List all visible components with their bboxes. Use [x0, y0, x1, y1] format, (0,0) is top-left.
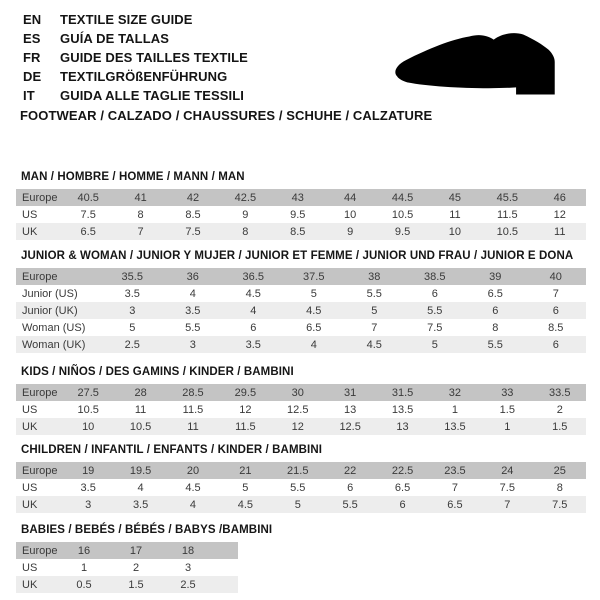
row-label: US — [22, 481, 38, 494]
size-cell: 25 — [553, 464, 566, 477]
size-cell: 11 — [449, 208, 461, 221]
size-cell: 19.5 — [129, 464, 152, 477]
size-cell: 3.5 — [245, 338, 261, 351]
size-cell: 6.5 — [447, 498, 463, 511]
size-cell: 19 — [82, 464, 95, 477]
size-header-row — [16, 384, 586, 401]
size-cell: 12 — [291, 420, 304, 433]
size-row — [16, 319, 586, 336]
language-code: ES — [23, 31, 41, 46]
size-cell: 0.5 — [76, 578, 92, 591]
size-cell: 5.5 — [185, 321, 201, 334]
language-row-es — [23, 29, 248, 48]
size-cell: 10.5 — [77, 403, 99, 416]
size-cell: 40 — [549, 270, 562, 283]
size-cell: 4 — [250, 304, 257, 317]
row-label: UK — [22, 225, 38, 238]
size-cell: 6 — [552, 338, 559, 351]
language-code: FR — [23, 50, 41, 65]
filler-cell — [214, 542, 238, 559]
row-label: Europe — [22, 270, 58, 283]
size-row — [16, 496, 586, 513]
row-label: Junior (UK) — [22, 304, 78, 317]
size-cell: 2.5 — [124, 338, 140, 351]
language-list — [23, 10, 248, 105]
size-cell: 4.5 — [237, 498, 254, 511]
size-row — [16, 223, 586, 240]
size-cell: 5.5 — [366, 287, 382, 300]
size-cell: 1 — [504, 420, 511, 433]
row-label: UK — [22, 578, 38, 591]
row-label: US — [22, 403, 38, 416]
size-cell: 6 — [399, 498, 406, 511]
size-cell: 7 — [371, 321, 378, 334]
row-label: Europe — [22, 386, 58, 399]
size-cell: 2 — [132, 561, 140, 574]
size-cell: 45.5 — [496, 191, 519, 204]
size-table-children — [16, 462, 586, 513]
size-cell: 5 — [371, 304, 378, 317]
size-cell: 6 — [552, 304, 559, 317]
size-row — [16, 576, 238, 593]
size-cell: 8 — [137, 208, 144, 221]
size-cell: 16 — [77, 544, 91, 557]
section-children — [16, 443, 586, 513]
size-cell: 6.5 — [80, 225, 96, 238]
language-row-de — [23, 67, 248, 86]
language-row-it — [23, 86, 248, 105]
size-cell: 13 — [396, 420, 409, 433]
size-cell: 7.5 — [427, 321, 443, 334]
row-label: Woman (US) — [22, 321, 86, 334]
size-cell: 4.5 — [245, 287, 261, 300]
size-cell: 33 — [501, 386, 514, 399]
size-cell: 4.5 — [366, 338, 382, 351]
language-code: DE — [23, 69, 42, 84]
size-cell: 3 — [85, 498, 92, 511]
size-cell: 7.5 — [552, 498, 568, 511]
size-cell: 10.5 — [391, 208, 414, 221]
size-cell: 12 — [553, 208, 566, 221]
size-cell: 44.5 — [391, 191, 414, 204]
size-cell: 9.5 — [290, 208, 306, 221]
size-cell: 1 — [451, 403, 458, 416]
size-cell: 7.5 — [80, 208, 96, 221]
size-cell: 20 — [186, 464, 200, 477]
size-cell: 6 — [347, 481, 354, 494]
size-header-row — [16, 542, 238, 559]
row-label: Europe — [22, 544, 58, 557]
size-cell: 6 — [492, 304, 499, 317]
size-cell: 7 — [451, 481, 458, 494]
row-label: Europe — [22, 464, 58, 477]
size-cell: 11 — [554, 225, 566, 238]
size-cell: 21.5 — [287, 464, 309, 477]
size-cell: 13.5 — [444, 420, 466, 433]
size-cell: 44 — [344, 191, 357, 204]
size-cell: 4 — [137, 481, 144, 494]
size-row — [16, 479, 586, 496]
size-cell: 8.5 — [548, 321, 564, 334]
size-cell: 31.5 — [391, 386, 414, 399]
size-cell: 40.5 — [77, 191, 99, 204]
size-cell: 7.5 — [499, 481, 515, 494]
size-cell: 24 — [501, 464, 514, 477]
category-line: FOOTWEAR / CALZADO / CHAUSSURES / SCHUHE / CALZATURE — [20, 108, 433, 123]
size-cell: 3.5 — [132, 498, 149, 511]
size-cell: 21 — [239, 464, 252, 477]
section-title-children: CHILDREN / INFANTIL / ENFANTS / KINDER / BAMBINI — [21, 444, 323, 456]
size-header-row — [16, 268, 586, 285]
size-cell: 3 — [184, 561, 192, 574]
language-label: GUIDE DES TAILLES TEXTILE — [60, 50, 248, 65]
size-cell: 12.5 — [287, 403, 309, 416]
size-cell: 11 — [134, 403, 147, 416]
size-cell: 4 — [189, 287, 196, 300]
language-label: GUÍA DE TALLAS — [60, 31, 170, 46]
size-cell: 13 — [344, 403, 357, 416]
size-row — [16, 206, 586, 223]
size-cell: 13.5 — [391, 403, 414, 416]
size-row — [16, 336, 586, 353]
size-cell: 42.5 — [234, 191, 257, 204]
size-cell: 11.5 — [235, 420, 256, 433]
section-title-man: MAN / HOMBRE / HOMME / MANN / MAN — [21, 171, 245, 183]
size-cell: 10 — [344, 208, 357, 221]
size-cell: 43 — [291, 191, 304, 204]
size-cell: 5.5 — [290, 481, 306, 494]
size-cell: 4 — [189, 498, 197, 511]
language-row-fr — [23, 48, 248, 67]
size-cell: 1.5 — [499, 403, 515, 416]
size-cell: 33.5 — [549, 386, 571, 399]
size-cell: 1.5 — [552, 420, 568, 433]
size-cell: 1 — [80, 561, 88, 574]
section-kids — [16, 365, 586, 435]
size-cell: 6.5 — [487, 287, 503, 300]
size-cell: 7 — [504, 498, 511, 511]
size-cell: 5.5 — [427, 304, 443, 317]
size-cell: 1.5 — [128, 578, 144, 591]
size-cell: 5 — [242, 481, 249, 494]
language-row-en — [23, 10, 248, 29]
size-cell: 11 — [187, 420, 199, 433]
size-cell: 4.5 — [306, 304, 322, 317]
size-cell: 18 — [181, 544, 195, 557]
size-cell: 5.5 — [342, 498, 358, 511]
language-label: TEXTILGRÖßENFÜHRUNG — [60, 69, 228, 84]
size-cell: 6.5 — [394, 481, 411, 494]
size-cell: 41 — [134, 191, 147, 204]
size-table-junior-woman — [16, 268, 586, 353]
size-cell: 8 — [492, 321, 499, 334]
size-table-kids — [16, 384, 586, 435]
section-babies — [16, 523, 272, 593]
size-cell: 29.5 — [234, 386, 257, 399]
size-cell: 3.5 — [124, 287, 140, 300]
size-cell: 36 — [186, 270, 199, 283]
size-cell: 37.5 — [303, 270, 325, 283]
size-cell: 35.5 — [121, 270, 143, 283]
size-header-row — [16, 462, 586, 479]
size-cell: 30 — [291, 386, 304, 399]
size-cell: 42 — [186, 191, 200, 204]
size-cell: 7.5 — [185, 225, 201, 238]
size-cell: 3.5 — [185, 304, 201, 317]
language-code: EN — [23, 12, 42, 27]
size-cell: 5 — [310, 287, 317, 300]
size-cell: 27.5 — [77, 386, 99, 399]
size-cell: 38 — [368, 270, 381, 283]
size-row — [16, 418, 586, 435]
size-cell: 6.5 — [306, 321, 322, 334]
size-cell: 12 — [239, 403, 252, 416]
row-label: US — [22, 561, 38, 574]
size-cell: 10.5 — [129, 420, 152, 433]
row-label: UK — [22, 420, 38, 433]
row-label: Woman (UK) — [22, 338, 86, 351]
section-man — [16, 170, 586, 240]
row-label: UK — [22, 498, 38, 511]
row-label: US — [22, 208, 38, 221]
size-cell: 28 — [134, 386, 147, 399]
dress-shoe-icon — [393, 30, 571, 96]
size-cell: 31 — [344, 386, 357, 399]
section-junior-woman — [16, 249, 586, 353]
size-cell: 2 — [556, 403, 563, 416]
size-cell: 22 — [344, 464, 357, 477]
size-header-row — [16, 189, 586, 206]
language-label: TEXTILE SIZE GUIDE — [60, 12, 193, 27]
size-cell: 5.5 — [487, 338, 503, 351]
size-cell: 32 — [448, 386, 462, 399]
size-cell: 7 — [552, 287, 559, 300]
size-cell: 11.5 — [497, 208, 518, 221]
row-label: Junior (US) — [22, 287, 78, 300]
size-cell: 2.5 — [180, 578, 196, 591]
size-cell: 10.5 — [496, 225, 519, 238]
size-cell: 17 — [129, 544, 143, 557]
size-cell: 6 — [250, 321, 257, 334]
size-cell: 4 — [310, 338, 317, 351]
size-row — [16, 285, 586, 302]
size-cell: 9.5 — [394, 225, 411, 238]
row-label: Europe — [22, 191, 58, 204]
size-cell: 4.5 — [185, 481, 201, 494]
size-table-man — [16, 189, 586, 240]
size-cell: 5 — [431, 338, 438, 351]
size-cell: 45 — [448, 191, 462, 204]
filler-cell — [214, 576, 238, 593]
size-cell: 5 — [294, 498, 301, 511]
size-row — [16, 401, 586, 418]
size-cell: 38.5 — [424, 270, 446, 283]
size-cell: 9 — [347, 225, 354, 238]
size-cell: 23.5 — [444, 464, 466, 477]
size-cell: 8.5 — [290, 225, 306, 238]
size-cell: 8.5 — [185, 208, 201, 221]
size-cell: 8 — [242, 225, 249, 238]
size-cell: 3 — [129, 304, 136, 317]
language-label: GUIDA ALLE TAGLIE TESSILI — [60, 88, 245, 103]
size-row — [16, 302, 586, 319]
size-cell: 3 — [189, 338, 196, 351]
section-title-kids: KIDS / NIÑOS / DES GAMINS / KINDER / BAMBINI — [21, 366, 294, 378]
size-row — [16, 559, 238, 576]
section-title-junior-woman: JUNIOR & WOMAN / JUNIOR Y MUJER / JUNIOR ET FEMME / JUNIOR UND FRAU / JUNIOR E DONA — [21, 250, 574, 262]
language-code: IT — [23, 88, 35, 103]
size-cell: 10 — [82, 420, 95, 433]
size-table-babies — [16, 542, 238, 593]
size-cell: 7 — [137, 225, 144, 238]
size-cell: 36.5 — [242, 270, 264, 283]
size-cell: 9 — [242, 208, 249, 221]
size-cell: 8 — [556, 481, 563, 494]
section-title-babies: BABIES / BEBÉS / BÉBÉS / BABYS /BAMBINI — [21, 524, 273, 536]
filler-cell — [214, 559, 238, 576]
size-cell: 10 — [448, 225, 462, 238]
size-cell: 12.5 — [339, 420, 361, 433]
size-cell: 6 — [431, 287, 438, 300]
size-cell: 46 — [553, 191, 566, 204]
size-cell: 22.5 — [391, 464, 414, 477]
size-cell: 39 — [489, 270, 502, 283]
size-cell: 3.5 — [80, 481, 96, 494]
size-cell: 5 — [129, 321, 136, 334]
size-cell: 11.5 — [182, 403, 204, 416]
size-cell: 28.5 — [182, 386, 204, 399]
